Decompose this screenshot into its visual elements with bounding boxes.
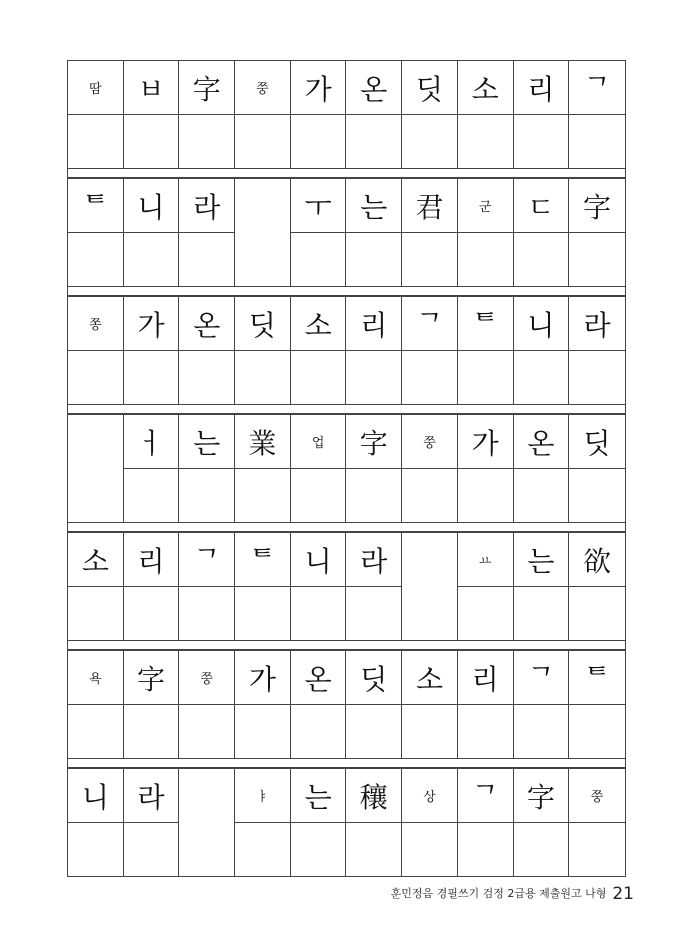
model-character-cell (235, 651, 290, 704)
writing-practice-cell[interactable] (68, 350, 123, 404)
empty-merged-cell (402, 533, 457, 640)
writing-practice-cell[interactable] (235, 822, 290, 876)
model-character-cell (402, 769, 457, 822)
model-character-cell (569, 769, 625, 822)
writing-practice-cell[interactable] (291, 114, 346, 168)
empty-merged-cell (235, 179, 290, 286)
model-character: 쭝 (423, 436, 436, 451)
model-character-cell (402, 61, 457, 114)
grid-column (124, 61, 180, 168)
block-separator (68, 286, 625, 296)
model-character: 리 (471, 662, 499, 696)
model-character: 君 (415, 190, 444, 224)
model-character: 상 (423, 790, 436, 805)
grid-column (235, 769, 291, 876)
model-character-cell (514, 533, 569, 586)
model-character-cell (124, 415, 179, 468)
writing-practice-cell[interactable] (179, 350, 234, 404)
writing-practice-cell[interactable] (235, 350, 290, 404)
practice-block (68, 286, 625, 404)
grid-column (179, 61, 235, 168)
grid-column (124, 415, 180, 522)
model-character: 땀 (89, 82, 102, 97)
model-character: 가 (304, 72, 332, 106)
grid-column (402, 179, 458, 286)
model-character: 字 (526, 780, 555, 814)
grid-column (291, 61, 347, 168)
model-character: 라 (583, 308, 611, 342)
model-character: ㄷ (527, 190, 555, 224)
model-character: 라 (193, 190, 221, 224)
writing-practice-cell[interactable] (402, 468, 457, 522)
writing-practice-cell[interactable] (458, 586, 513, 640)
model-character-cell (68, 297, 123, 350)
grid-column (514, 769, 570, 876)
empty-merged-cell (179, 769, 234, 876)
grid-column (235, 297, 291, 404)
block-separator (68, 404, 625, 414)
grid-column (402, 651, 458, 758)
model-character-cell (458, 651, 513, 704)
writing-practice-cell[interactable] (235, 468, 290, 522)
grid-column (569, 297, 625, 404)
model-character: 딧 (415, 72, 443, 106)
writing-practice-cell[interactable] (68, 822, 123, 876)
model-character: 니 (81, 780, 109, 814)
block-separator (68, 758, 625, 768)
model-character-cell (346, 769, 401, 822)
writing-practice-cell[interactable] (179, 114, 234, 168)
model-character: 欲 (583, 544, 612, 578)
model-character: 字 (137, 662, 166, 696)
writing-practice-cell[interactable] (235, 586, 290, 640)
grid-column (179, 533, 235, 640)
writing-practice-cell[interactable] (179, 232, 234, 286)
grid-column (179, 415, 235, 522)
block-separator (68, 640, 625, 650)
writing-practice-cell[interactable] (402, 114, 457, 168)
grid-column (235, 533, 291, 640)
model-character: 소 (471, 72, 499, 106)
model-character-cell (402, 297, 457, 350)
writing-practice-cell[interactable] (346, 350, 401, 404)
practice-block (68, 640, 625, 758)
writing-practice-cell[interactable] (458, 704, 513, 758)
grid-column (291, 415, 347, 522)
writing-practice-cell[interactable] (569, 468, 625, 522)
writing-practice-cell[interactable] (346, 468, 401, 522)
block-separator (68, 168, 625, 178)
grid-column (346, 179, 402, 286)
grid-column (124, 179, 180, 286)
writing-practice-cell[interactable] (569, 114, 625, 168)
practice-block (68, 758, 625, 876)
model-character-cell (124, 533, 179, 586)
model-character-cell (346, 651, 401, 704)
grid-column (514, 61, 570, 168)
model-character-cell (235, 769, 290, 822)
grid-column (569, 179, 625, 286)
grid-column (68, 61, 124, 168)
model-character: ㅓ (137, 426, 165, 460)
writing-practice-cell[interactable] (514, 114, 569, 168)
model-character: 리 (527, 72, 555, 106)
writing-practice-cell[interactable] (68, 232, 123, 286)
block-separator (68, 522, 625, 532)
grid-column (458, 297, 514, 404)
writing-practice-cell[interactable] (514, 232, 569, 286)
model-character-cell (458, 179, 513, 232)
writing-practice-grid (67, 60, 626, 877)
grid-column (68, 533, 124, 640)
model-character: 군 (478, 200, 492, 215)
grid-column (346, 769, 402, 876)
writing-practice-cell[interactable] (291, 586, 346, 640)
model-character: 딧 (248, 308, 276, 342)
grid-column (402, 533, 458, 640)
model-character: 소 (415, 662, 443, 696)
writing-practice-cell[interactable] (68, 114, 123, 168)
model-character: ᄐ (248, 544, 276, 578)
grid-column (514, 415, 570, 522)
writing-practice-cell[interactable] (514, 704, 569, 758)
model-character: 딧 (360, 662, 388, 696)
model-character-cell (402, 179, 457, 232)
writing-practice-cell[interactable] (291, 468, 346, 522)
model-character-cell (68, 533, 123, 586)
footer-title: 훈민정음 경필쓰기 검정 2급용 제출원고 나형 (390, 887, 607, 900)
model-character: ㅜ (304, 190, 332, 224)
model-character-cell (235, 533, 290, 586)
grid-column (514, 297, 570, 404)
grid-column (179, 297, 235, 404)
model-character: 온 (360, 72, 388, 106)
model-character-cell (124, 769, 179, 822)
writing-practice-cell[interactable] (514, 586, 569, 640)
model-character: ㅑ (256, 790, 269, 805)
writing-practice-cell[interactable] (235, 114, 290, 168)
grid-column (291, 297, 347, 404)
grid-column (346, 415, 402, 522)
model-character-cell (235, 297, 290, 350)
writing-practice-cell[interactable] (402, 232, 457, 286)
grid-column (569, 415, 625, 522)
model-character-cell (458, 297, 513, 350)
grid-column (235, 179, 291, 286)
grid-column (569, 61, 625, 168)
model-character: 니 (137, 190, 165, 224)
grid-column (68, 179, 124, 286)
practice-block (68, 168, 625, 286)
writing-practice-cell[interactable] (458, 468, 513, 522)
model-character: ᄐ (471, 308, 499, 342)
writing-practice-cell[interactable] (68, 586, 123, 640)
writing-practice-cell[interactable] (569, 586, 625, 640)
writing-practice-cell[interactable] (346, 114, 401, 168)
empty-merged-cell (68, 415, 123, 522)
model-character-cell (291, 415, 346, 468)
grid-column (291, 533, 347, 640)
model-character: ᄐ (583, 662, 611, 696)
model-character-cell (458, 415, 513, 468)
writing-practice-cell[interactable] (514, 468, 569, 522)
model-character: 소 (304, 308, 332, 342)
model-character-cell (569, 297, 625, 350)
writing-practice-cell[interactable] (291, 822, 346, 876)
model-character: 쫑 (89, 318, 102, 333)
model-character-cell (291, 179, 346, 232)
writing-practice-cell[interactable] (458, 114, 513, 168)
grid-column (458, 415, 514, 522)
model-character: 字 (359, 426, 388, 460)
model-character: 穰 (359, 780, 388, 814)
model-character-cell (124, 297, 179, 350)
model-character-cell (124, 61, 179, 114)
model-character: 소 (81, 544, 109, 578)
grid-column (124, 533, 180, 640)
model-character: 라 (137, 780, 165, 814)
grid-column (569, 533, 625, 640)
model-character: 온 (527, 426, 555, 460)
writing-practice-cell[interactable] (179, 586, 234, 640)
writing-practice-cell[interactable] (291, 704, 346, 758)
writing-practice-cell[interactable] (458, 350, 513, 404)
model-character: 딧 (583, 426, 611, 460)
model-character: 욕 (89, 672, 102, 687)
page-footer (391, 884, 634, 904)
grid-column (346, 297, 402, 404)
writing-practice-cell[interactable] (179, 468, 234, 522)
model-character-cell (124, 179, 179, 232)
writing-practice-cell[interactable] (124, 822, 179, 876)
grid-column (458, 533, 514, 640)
writing-practice-cell[interactable] (291, 232, 346, 286)
writing-practice-cell[interactable] (569, 232, 625, 286)
grid-column (346, 651, 402, 758)
model-character-cell (179, 179, 234, 232)
writing-practice-cell[interactable] (235, 704, 290, 758)
model-character-cell (179, 415, 234, 468)
writing-practice-cell[interactable] (179, 704, 234, 758)
model-character: 는 (527, 544, 555, 578)
model-character: ᄀ (527, 662, 555, 696)
model-character-cell (346, 533, 401, 586)
model-character-cell (179, 651, 234, 704)
writing-practice-cell[interactable] (569, 350, 625, 404)
grid-column (291, 179, 347, 286)
model-character-cell (68, 179, 123, 232)
model-character-cell (179, 61, 234, 114)
writing-practice-cell[interactable] (124, 350, 179, 404)
writing-practice-cell[interactable] (346, 822, 401, 876)
grid-column (68, 297, 124, 404)
grid-column (402, 769, 458, 876)
grid-column (124, 769, 180, 876)
model-character: 業 (248, 426, 277, 460)
model-character-cell (514, 61, 569, 114)
grid-column (458, 651, 514, 758)
practice-block (68, 522, 625, 640)
grid-column (235, 651, 291, 758)
model-character-cell (291, 297, 346, 350)
grid-column (458, 769, 514, 876)
grid-column (68, 769, 124, 876)
grid-column (458, 61, 514, 168)
writing-practice-cell[interactable] (124, 114, 179, 168)
grid-column (235, 415, 291, 522)
model-character-cell (346, 179, 401, 232)
grid-column (346, 533, 402, 640)
model-character-cell (458, 533, 513, 586)
model-character: 온 (193, 308, 221, 342)
writing-practice-cell[interactable] (124, 586, 179, 640)
model-character-cell (569, 651, 625, 704)
writing-practice-cell[interactable] (458, 232, 513, 286)
writing-practice-cell[interactable] (569, 822, 625, 876)
model-character: ᄀ (471, 780, 499, 814)
practice-block (68, 404, 625, 522)
model-character: 字 (192, 72, 221, 106)
model-character-cell (569, 61, 625, 114)
model-character-cell (179, 533, 234, 586)
grid-column (179, 769, 235, 876)
writing-practice-cell[interactable] (514, 822, 569, 876)
model-character: 는 (360, 190, 388, 224)
model-character-cell (514, 651, 569, 704)
grid-column (291, 651, 347, 758)
model-character-cell (68, 651, 123, 704)
writing-practice-cell[interactable] (514, 350, 569, 404)
model-character: 니 (527, 308, 555, 342)
model-character-cell (124, 651, 179, 704)
model-character: ᄀ (415, 308, 443, 342)
model-character: ᄐ (81, 190, 109, 224)
model-character: 업 (311, 436, 325, 451)
grid-column (402, 297, 458, 404)
model-character: ㅛ (478, 554, 492, 569)
writing-practice-cell[interactable] (124, 468, 179, 522)
writing-practice-cell[interactable] (291, 350, 346, 404)
writing-practice-cell[interactable] (402, 350, 457, 404)
writing-practice-cell[interactable] (346, 232, 401, 286)
model-character-cell (514, 179, 569, 232)
model-character-cell (291, 533, 346, 586)
model-character-cell (291, 61, 346, 114)
grid-column (569, 769, 625, 876)
model-character-cell (291, 651, 346, 704)
model-character-cell (514, 415, 569, 468)
model-character-cell (458, 769, 513, 822)
model-character-cell (569, 533, 625, 586)
model-character: 리 (360, 308, 388, 342)
writing-practice-cell[interactable] (569, 704, 625, 758)
grid-column (68, 651, 124, 758)
model-character: 가 (248, 662, 276, 696)
model-character: 온 (304, 662, 332, 696)
model-character-cell (235, 415, 290, 468)
grid-column (68, 415, 124, 522)
grid-column (569, 651, 625, 758)
model-character-cell (514, 769, 569, 822)
grid-column (514, 533, 570, 640)
model-character-cell (291, 769, 346, 822)
model-character: 가 (137, 308, 165, 342)
grid-column (124, 297, 180, 404)
writing-practice-cell[interactable] (124, 232, 179, 286)
grid-column (402, 415, 458, 522)
model-character: 라 (360, 544, 388, 578)
grid-column (235, 61, 291, 168)
grid-column (179, 179, 235, 286)
model-character: ㅂ (137, 72, 165, 106)
model-character-cell (514, 297, 569, 350)
practice-block (68, 60, 625, 168)
writing-practice-cell[interactable] (346, 704, 401, 758)
model-character-cell (402, 415, 457, 468)
model-character-cell (68, 61, 123, 114)
model-character: 쭝 (590, 790, 604, 805)
writing-practice-cell[interactable] (124, 704, 179, 758)
model-character-cell (346, 297, 401, 350)
writing-practice-cell[interactable] (458, 822, 513, 876)
model-character-cell (235, 61, 290, 114)
model-character-cell (179, 297, 234, 350)
writing-practice-cell[interactable] (68, 704, 123, 758)
model-character: ᄀ (583, 72, 611, 106)
model-character-cell (458, 61, 513, 114)
page-number: 21 (612, 884, 634, 904)
model-character: 니 (304, 544, 332, 578)
model-character: 리 (137, 544, 165, 578)
model-character: ᄀ (193, 544, 221, 578)
writing-practice-cell[interactable] (402, 822, 457, 876)
grid-column (514, 179, 570, 286)
model-character-cell (346, 415, 401, 468)
model-character: 는 (193, 426, 221, 460)
grid-column (179, 651, 235, 758)
model-character: 가 (471, 426, 499, 460)
model-character-cell (569, 179, 625, 232)
model-character-cell (569, 415, 625, 468)
model-character-cell (402, 651, 457, 704)
grid-column (402, 61, 458, 168)
model-character: 字 (583, 190, 612, 224)
model-character: 는 (304, 780, 332, 814)
grid-column (514, 651, 570, 758)
model-character: 쭝 (200, 672, 213, 687)
grid-column (124, 651, 180, 758)
writing-practice-cell[interactable] (346, 586, 401, 640)
model-character-cell (346, 61, 401, 114)
model-character-cell (68, 769, 123, 822)
grid-column (458, 179, 514, 286)
model-character: 쭝 (256, 82, 269, 97)
grid-column (346, 61, 402, 168)
writing-practice-cell[interactable] (402, 704, 457, 758)
grid-column (291, 769, 347, 876)
